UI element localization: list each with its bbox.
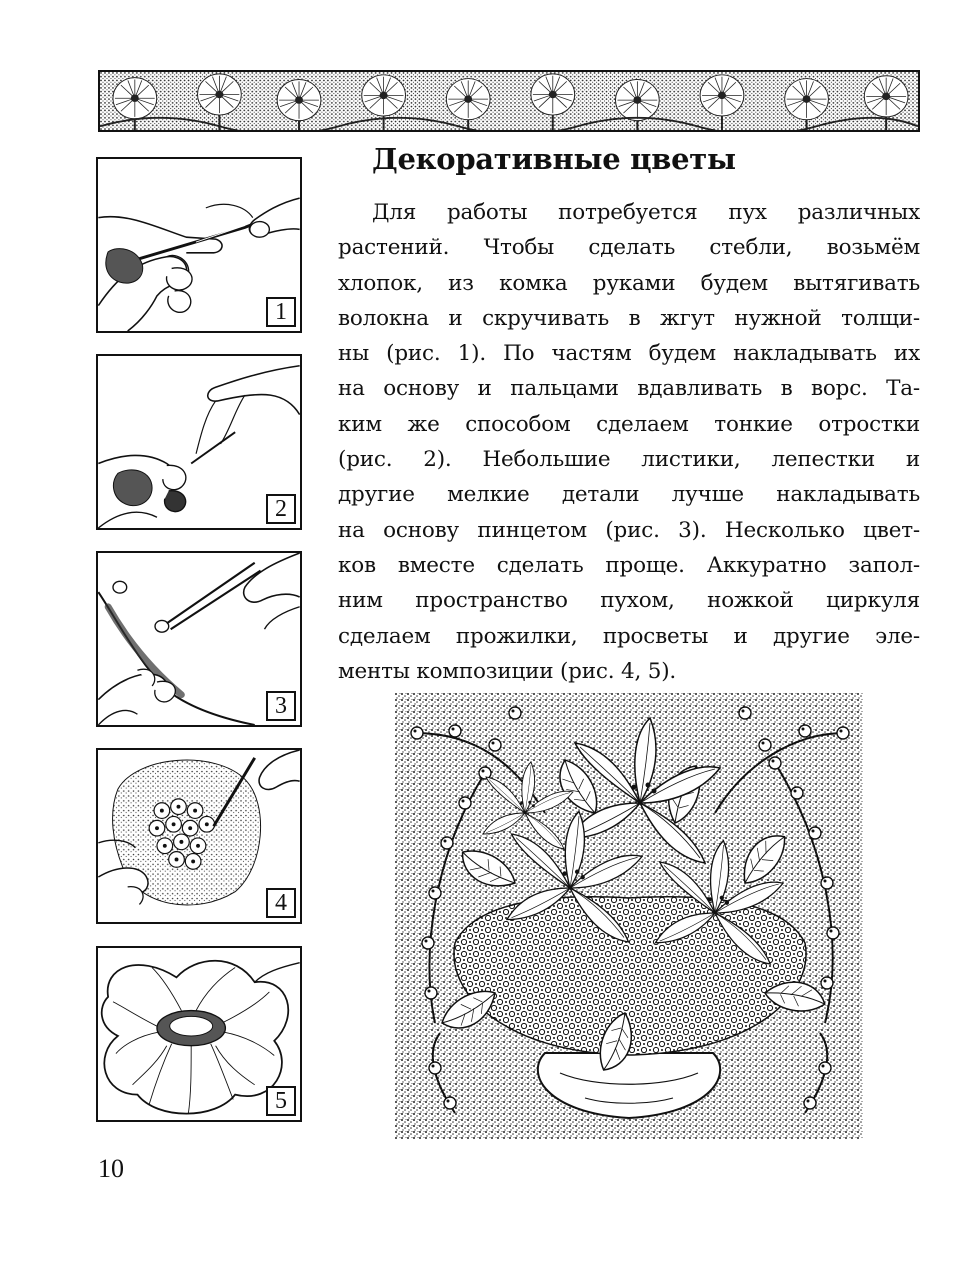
body-line: волокна и скручивать в жгут нужной толщи- [338,305,920,331]
body-line: другие мелкие детали лучше накладывать [338,482,920,508]
body-line: на основу и пальцами вдавливать в ворс. Та- [338,376,920,402]
figure-1-number: 1 [266,297,296,327]
body-line: ним пространство пухом, ножкой циркуля [338,588,920,614]
body-paragraph [338,195,920,689]
figure-3-tweezers [96,551,302,727]
body-line: на основу пинцетом (рис. 3). Несколько цвет- [338,517,920,543]
page-title: Декоративные цветы [372,142,736,176]
body-line: хлопок, из комка руками будем вытягивать [338,270,920,296]
body-line: Для работы потребуется пух различных [372,200,920,225]
body-line: ны (рис. 1). По частям будем накладывать их [338,341,920,367]
body-line: сделаем прожилки, просветы и другие эле- [338,623,920,649]
page-number: 10 [98,1154,124,1183]
figure-2-pressing-stems [96,354,302,530]
bouquet-in-vase-icon [395,693,863,1139]
body-line: менты композиции (рис. 4, 5). [338,658,677,684]
body-line: ков вместе сделать проще. Аккуратно запол- [338,552,920,578]
body-line: (рис. 2). Небольшие листики, лепестки и [338,447,920,473]
flower-bouquet-artwork [395,693,863,1139]
figure-5-large-flower [96,946,302,1122]
figure-5-number: 5 [266,1086,296,1116]
body-line: ким же способом сделаем тонкие отростки [338,411,920,437]
dandelion-ornament-icon [100,72,918,130]
figure-2-number: 2 [266,494,296,524]
body-line: растений. Чтобы сделать стебли, возьмём [338,235,920,261]
figure-1-twisting-cotton [96,157,302,333]
decorative-header-banner [98,70,920,132]
figure-4-flower-cluster [96,748,302,924]
figure-4-number: 4 [266,888,296,918]
figure-3-number: 3 [266,691,296,721]
